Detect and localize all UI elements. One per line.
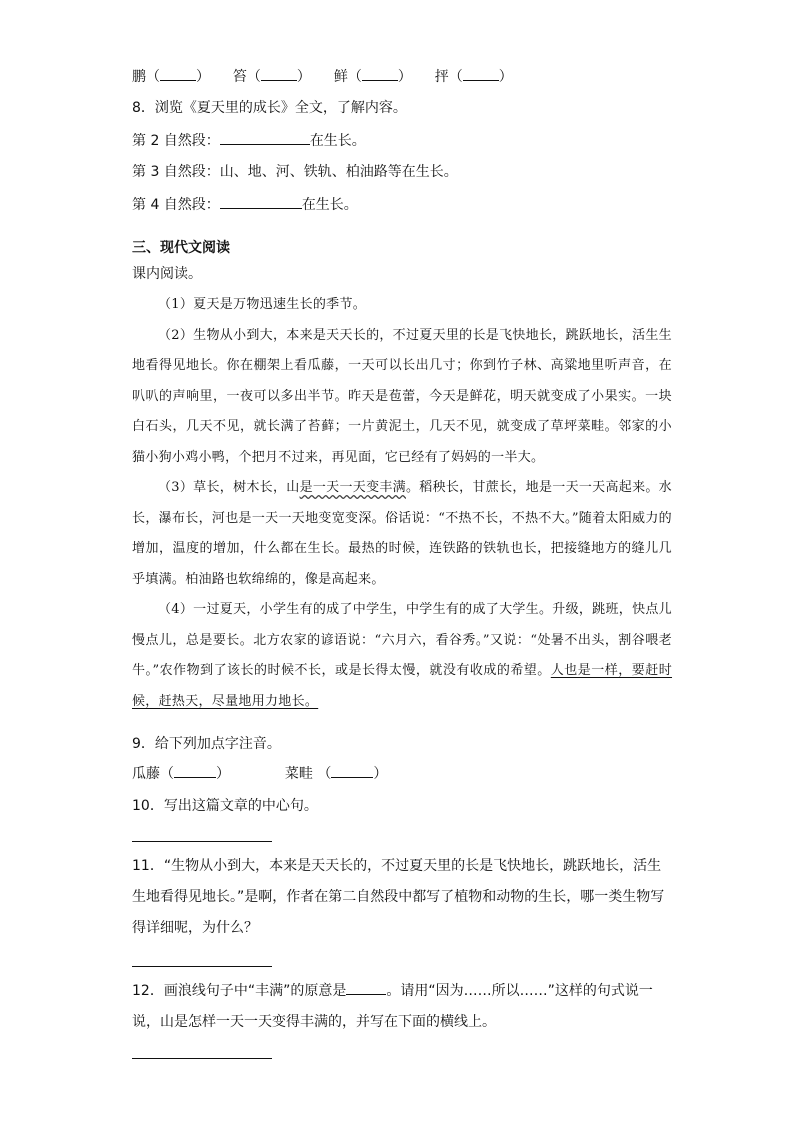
answer-blank-3[interactable]: [362, 66, 398, 81]
char-3: 鲜: [333, 69, 348, 85]
q9-blank-2[interactable]: [331, 763, 373, 778]
q11-prompt: 11．“生物从小到大，本来是天天长的，不过夏天里的长是飞快地长，跳跃地长，活生生地看得见地长。”是啊，作者在第二自然段中都写了植物和动物的生长，哪一类生物写得详细呢，为什么？: [132, 858, 665, 936]
answer-blank-2[interactable]: [261, 66, 297, 81]
q9-words: 瓜藤（ ） 菜畦 （ ）: [132, 763, 387, 784]
q8-blank-2[interactable]: [220, 130, 310, 145]
answer-blank-1[interactable]: [160, 66, 196, 81]
char-1: 鹏: [132, 69, 146, 85]
wavy-underlined-sentence: 是一天一天变丰满: [299, 480, 406, 495]
char-4: 抨: [434, 69, 449, 85]
q11-answer-line[interactable]: [132, 966, 272, 967]
char-2: 笞: [232, 69, 247, 85]
q8-blank-4[interactable]: [220, 194, 302, 209]
q12-answer-line[interactable]: [132, 1058, 272, 1059]
q8-prompt: 8．浏览《夏天里的成长》全文，了解内容。: [132, 100, 407, 116]
passage-paragraph-3: （3）草长，树木长，山是一天一天变丰满。稻秧长，甘蔗长，地是一天一天高起来。水长，瀑布长，河也是一天一天地变宽变深。俗话说：“不热不长，不热不大。”随着太阳威力的增加，温度的增加，什么都在生长。最热的时候，连铁路的铁轨也长，把接缝地方的缝儿几乎填满。柏油路也软绵绵的，像是高起来。: [132, 480, 672, 587]
q12-blank[interactable]: [346, 980, 386, 995]
q8-paragraph-3: 第 3 自然段：山、地、河、铁轨、柏油路等在生长。: [132, 164, 458, 180]
answer-blank-4[interactable]: [463, 66, 499, 81]
section-title: 三、现代文阅读: [132, 240, 230, 256]
q9-blank-1[interactable]: [174, 763, 216, 778]
q10-answer-line[interactable]: [132, 841, 272, 842]
section-subtitle: 课内阅读。: [132, 266, 202, 282]
q8-paragraph-2: 第 2 自然段： 在生长。: [132, 130, 366, 151]
q8-paragraph-4: 第 4 自然段： 在生长。: [132, 194, 358, 215]
underlined-sentence: 人也是一样，要赶时候，赶热天，尽量地用力地长。: [132, 663, 673, 709]
q10-prompt: 10．写出这篇文章的中心句。: [132, 798, 318, 814]
pinyin-row: 鹏（ ） 笞（ ） 鲜（ ） 抨（ ）: [132, 66, 513, 87]
passage-paragraph-1: （1）夏天是万物迅速生长的季节。: [158, 297, 367, 312]
passage-paragraph-2: （2）生物从小到大，本来是天天长的，不过夏天里的长是飞快地长，跳跃地长，活生生地看得见地长。你在棚架上看瓜藤，一天可以长出几寸；你到竹子林、高粱地里听声音，在叭叭的声响里，一夜可以多出半节。昨天是苞蕾，今天是鲜花，明天就变成了小果实。一块白石头，几天不见，就长满了苔藓；一片黄泥土，几天不见，就变成了草坪菜畦。邻家的小猫小狗小鸡小鸭，个把月不过来，再见面，它已经有了妈妈的一半大。: [132, 327, 672, 465]
passage-paragraph-4: （4）一过夏天，小学生有的成了中学生，中学生有的成了大学生。升级，跳班，快点儿慢点儿，总是要长。北方农家的谚语说：“六月六，看谷秀。”又说：“处暑不出头，割谷喂老牛。”农作物到了该长的时候不长，或是长得太慢，就没有收成的希望。人也是一样，要赶时候，赶热天，尽量地用力地长。: [132, 602, 673, 709]
q9-prompt: 9．给下列加点字注音。: [132, 736, 281, 752]
reading-passage: [132, 290, 672, 717]
q12-prompt: 12．画浪线句子中“丰满”的原意是 。请用“因为……所以……”这样的句式说一说，山是怎样一天一天变得丰满的，并写在下面的横线上。: [132, 976, 672, 1038]
